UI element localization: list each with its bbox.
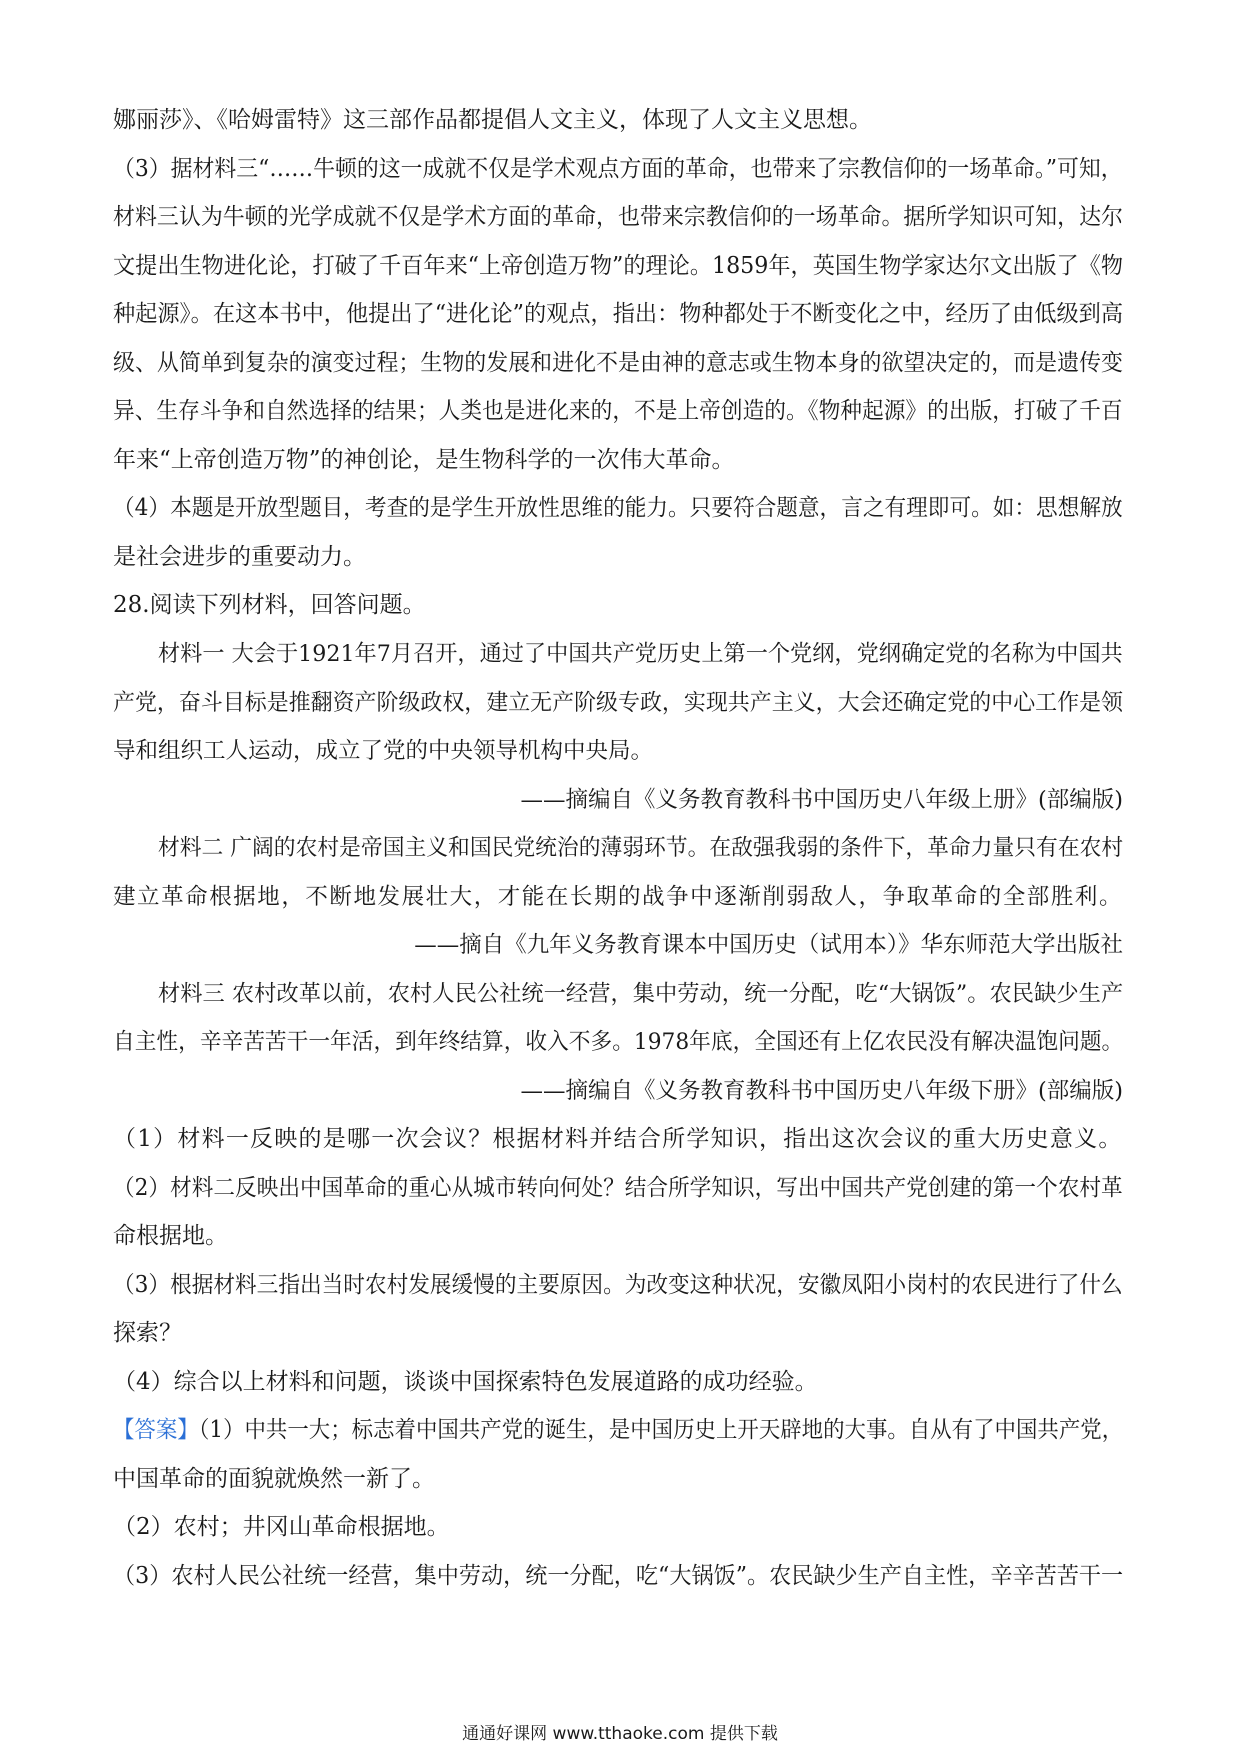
material-one-line-2: 产党，奋斗目标是推翻资产阶级政权，建立无产阶级专政，实现共产主义，大会还确定党的中心工作是领 xyxy=(113,690,1124,716)
text-line-4: 文提出生物进化论，打破了千百年来“上帝创造万物”的理论。1859年，英国生物学家达尔文出版了《物 xyxy=(113,253,1124,279)
material-two-line-2: 建立革命根据地，不断地发展壮大，才能在长期的战争中逐渐削弱敌人，争取革命的全部胜利。 xyxy=(113,884,1124,910)
material-three-source: ——摘编自《义务教育教科书中国历史八年级下册》(部编版) xyxy=(520,1078,1123,1104)
question-2-line-2: 命根据地。 xyxy=(113,1223,228,1249)
material-one-line-1: 材料一 大会于1921年7月召开，通过了中国共产党历史上第一个党纲，党纲确定党的名称为中国共 xyxy=(158,641,1123,667)
material-one-line-3: 导和组织工人运动，成立了党的中央领导机构中央局。 xyxy=(113,738,654,764)
question-3-line-2: 探索？ xyxy=(113,1320,182,1346)
answer-label: 【答案】 xyxy=(113,1417,199,1443)
material-one-source: ——摘编自《义务教育教科书中国历史八年级上册》(部编版) xyxy=(520,787,1123,813)
text-line-1: 娜丽莎》、《哈姆雷特》这三部作品都提倡人文主义，体现了人文主义思想。 xyxy=(113,107,872,133)
text-line-5: 种起源》。在这本书中，他提出了“进化论”的观点，指出：物种都处于不断变化之中，经历了由低级到高 xyxy=(113,301,1124,327)
text-line-10: 是社会进步的重要动力。 xyxy=(113,544,366,570)
answer-text-1: （1）中共一大；标志着中国共产党的诞生，是中国历史上开天辟地的大事。自从有了中国共产党， xyxy=(198,1417,1124,1443)
question-3-line-1: （3）根据材料三指出当时农村发展缓慢的主要原因。为改变这种状况，安徽凤阳小岗村的农民进行了什么 xyxy=(113,1272,1123,1298)
answer-line-2: 中国革命的面貌就焕然一新了。 xyxy=(113,1466,435,1492)
material-three-line-2: 自主性，辛辛苦苦干一年活，到年终结算，收入不多。1978年底，全国还有上亿农民没有解决温饱问题。 xyxy=(113,1029,1124,1055)
material-two-source: ——摘自《九年义务教育课本中国历史（试用本）》华东师范大学出版社 xyxy=(414,932,1123,958)
question-28-heading: 28.阅读下列材料，回答问题。 xyxy=(113,592,426,618)
answer-line-1 xyxy=(113,1415,1124,1445)
text-line-6: 级、从简单到复杂的演变过程；生物的发展和进化不是由神的意志或生物本身的欲望决定的，而是遗传变 xyxy=(113,350,1123,376)
material-three-line-1: 材料三 农村改革以前，农村人民公社统一经营，集中劳动，统一分配，吃“大锅饭”。农民缺少生产 xyxy=(158,981,1124,1007)
text-line-9: （4）本题是开放型题目，考查的是学生开放性思维的能力。只要符合题意，言之有理即可。如：思想解放 xyxy=(113,495,1123,521)
material-two-line-1: 材料二 广阔的农村是帝国主义和国民党统治的薄弱环节。在敌强我弱的条件下，革命力量只有在农村 xyxy=(158,835,1124,861)
text-line-3: 材料三认为牛顿的光学成就不仅是学术方面的革命，也带来宗教信仰的一场革命。据所学知识可知，达尔 xyxy=(113,204,1123,230)
question-4: （4）综合以上材料和问题，谈谈中国探索特色发展道路的成功经验。 xyxy=(113,1369,818,1395)
page-footer: 通通好课网 www.tthaoke.com 提供下载 xyxy=(462,1724,778,1744)
answer-line-3: （2）农村；井冈山革命根据地。 xyxy=(113,1514,450,1540)
question-1: （1）材料一反映的是哪一次会议？根据材料并结合所学知识，指出这次会议的重大历史意义。 xyxy=(113,1126,1123,1152)
text-line-8: 年来“上帝创造万物”的神创论，是生物科学的一次伟大革命。 xyxy=(113,447,735,473)
answer-line-4: （3）农村人民公社统一经营，集中劳动，统一分配，吃“大锅饭”。农民缺少生产自主性，辛辛苦苦干一 xyxy=(113,1563,1124,1589)
text-line-2: （3）据材料三“……牛顿的这一成就不仅是学术观点方面的革命，也带来了宗教信仰的一场革命。”可知， xyxy=(113,156,1123,182)
text-line-7: 异、生存斗争和自然选择的结果；人类也是进化来的，不是上帝创造的。《物种起源》的出版，打破了千百 xyxy=(113,398,1123,424)
question-2-line-1: （2）材料二反映出中国革命的重心从城市转向何处？结合所学知识，写出中国共产党创建的第一个农村革 xyxy=(113,1175,1123,1201)
